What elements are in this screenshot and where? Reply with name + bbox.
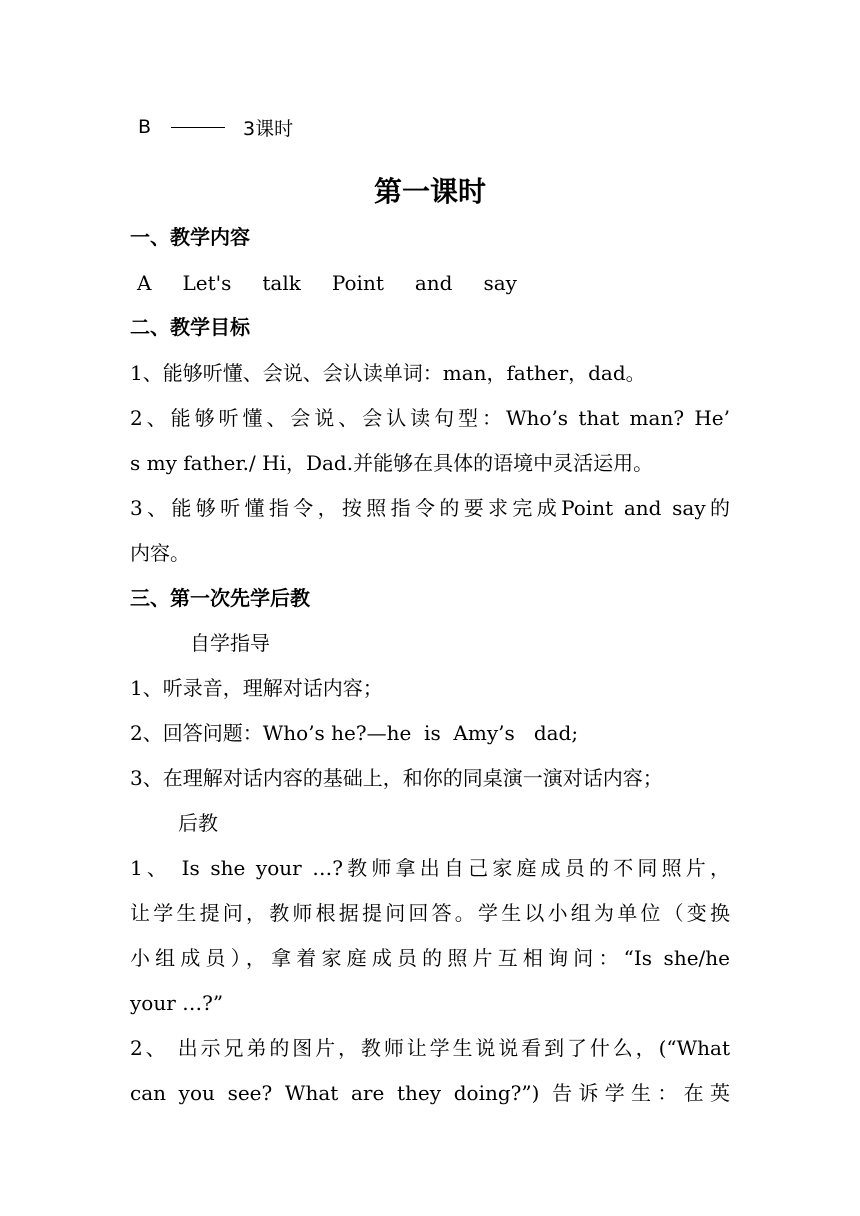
goal-item-3-line-2: 内容。: [130, 541, 190, 565]
activity-1-line-2: 让学生提问，教师根据提问回答。学生以小组为单位（变换: [130, 901, 730, 925]
header-dash: [171, 127, 225, 128]
activity-2-line-2: can you see? What are they doing?”) 告诉学生：在英: [130, 1081, 730, 1105]
content-word: and: [414, 271, 453, 295]
goal-item-2-line-1: 2、能够听懂、会说、会认读句型：Who’s that man? He’: [130, 406, 730, 430]
goal-item-2-line-2: s my father./ Hi，Dad.并能够在具体的语境中灵活运用。: [130, 451, 654, 475]
content-word: say: [483, 271, 517, 295]
goal-item-1: 1、能够听懂、会说、会认读单词：man，father，dad。: [130, 361, 646, 385]
self-study-item-1: 1、听录音，理解对话内容；: [130, 676, 383, 700]
goal-item-3-line-1: 3、能够听懂指令，按照指令的要求完成Point and say的: [130, 496, 730, 520]
page-title: 第一课时: [373, 175, 486, 208]
subheading-teaching-after: 后教: [178, 811, 218, 835]
section-heading-teaching-goals: 二、教学目标: [130, 315, 250, 339]
activity-1-line-4: your …?”: [130, 991, 224, 1015]
teaching-content-line: [137, 261, 517, 306]
content-word: A: [137, 271, 152, 295]
activity-1-line-1: 1、 Is she your …?教师拿出自己家庭成员的不同照片，: [130, 856, 730, 880]
unit-letter: B: [138, 116, 152, 138]
content-word: talk: [262, 271, 301, 295]
lesson-count: 3课时: [243, 117, 294, 140]
activity-1-line-3: 小组成员），拿着家庭成员的照片互相询问：“Is she/he: [130, 946, 730, 970]
self-study-item-2: 2、回答问题：Who’s he?—he is Amy’s dad;: [130, 721, 579, 745]
self-study-item-3: 3、在理解对话内容的基础上，和你的同桌演一演对话内容；: [130, 766, 663, 790]
content-word: Let's: [182, 271, 232, 295]
content-word: Point: [331, 271, 384, 295]
activity-2-line-1: 2、 出示兄弟的图片，教师让学生说说看到了什么，(“What: [130, 1036, 730, 1060]
lesson-header: [138, 110, 293, 144]
section-heading-first-round: 三、第一次先学后教: [130, 586, 310, 610]
subheading-self-study: 自学指导: [190, 631, 270, 655]
section-heading-teaching-content: 一、教学内容: [130, 225, 250, 249]
